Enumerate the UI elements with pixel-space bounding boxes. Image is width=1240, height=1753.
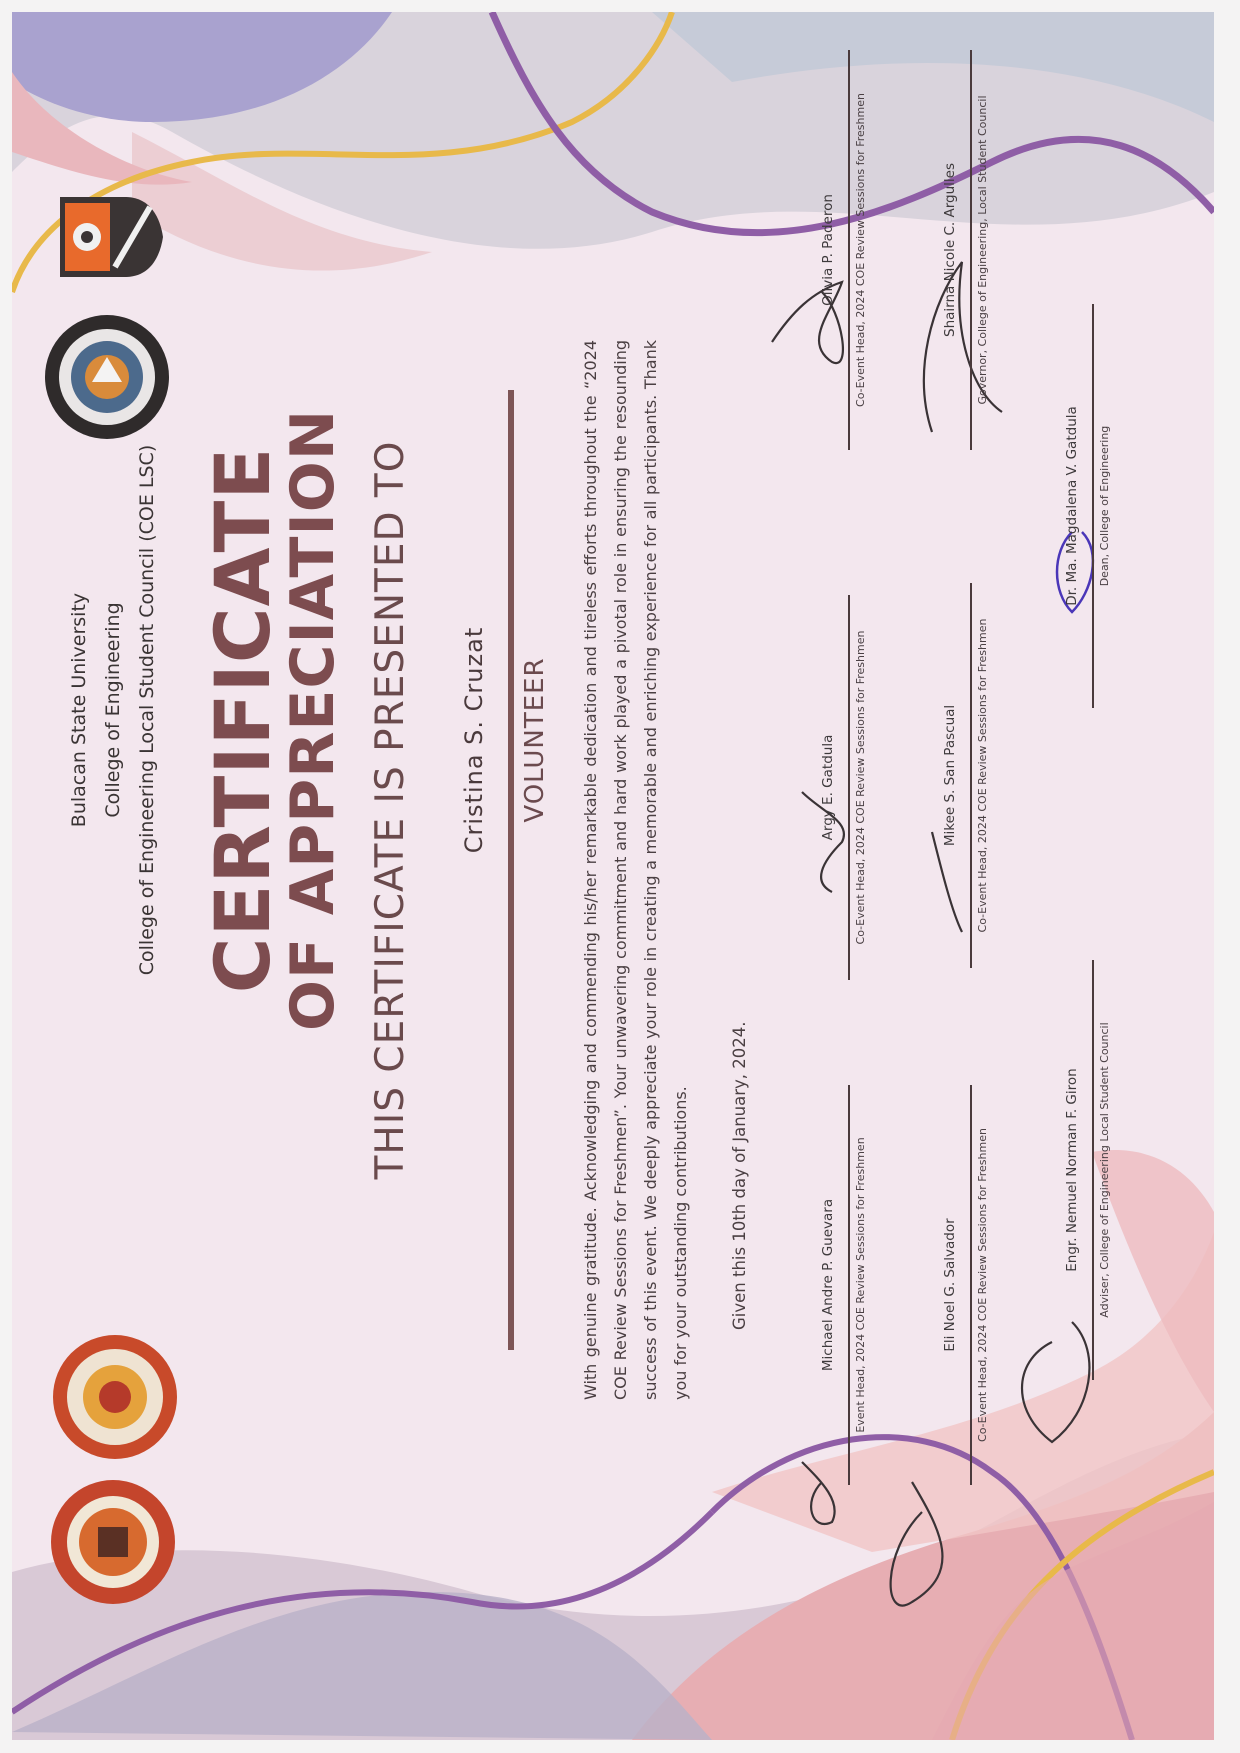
college-name: College of Engineering <box>102 602 124 818</box>
signature-line-argulles <box>970 50 972 450</box>
signatory-role-giron: Adviser, College of Engineering Local Student Council <box>1098 1022 1111 1318</box>
signatory-role-argulles: Governor, College of Engineering, Local Student Council <box>976 95 989 405</box>
presented-to-heading: THIS CERTIFICATE IS PRESENTED TO <box>368 440 413 1180</box>
signatory-name-argulles: Shairna Nicole C. Argulles <box>942 163 958 337</box>
given-date: Given this 10th day of January, 2024. <box>730 1021 749 1330</box>
signatory-role-san-pascual: Co-Event Head, 2024 COE Review Sessions for Freshmen <box>976 618 989 933</box>
signatory-name-gatdula-argy: Argy E. Gatdula <box>820 734 836 841</box>
signature-line-gatdula-argy <box>848 595 850 980</box>
signatory-role-salvador: Co-Event Head, 2024 COE Review Sessions for Freshmen <box>976 1128 989 1442</box>
organization-header <box>62 360 164 1060</box>
signatory-name-paderon: Olivia P. Paderon <box>820 194 836 306</box>
appreciation-body: With genuine gratitude. Acknowledging and commending his/her remarkable dedication and tireless efforts throughout the “2024 COE Review Sessions for Freshmen”. Your unwavering commitment and hard work played a pivotal role in ensuring the resounding success of this event. We deeply appreciate your role in creating a memorable and enriching experience for all participants. Thank you for your outstanding contributions. <box>581 340 690 1400</box>
signature-line-magdalena-gatdula <box>1092 304 1094 708</box>
signatory-role-magdalena-gatdula: Dean, College of Engineering <box>1098 425 1111 587</box>
signatory-role-gatdula-argy: Co-Event Head, 2024 COE Review Sessions for Freshmen <box>854 630 867 945</box>
signatory-name-giron: Engr. Nemuel Norman F. Giron <box>1064 1068 1080 1272</box>
council-name: College of Engineering Local Student Council (COE LSC) <box>136 444 158 976</box>
recipient-role: VOLUNTEER <box>520 657 550 823</box>
signatory-name-magdalena-gatdula: Dr. Ma. Magdalena V. Gatdula <box>1064 406 1080 606</box>
signature-line-paderon <box>848 50 850 450</box>
certificate-page <box>12 12 1214 1740</box>
signature-line-salvador <box>970 1085 972 1485</box>
name-divider <box>508 390 514 1350</box>
signatory-name-san-pascual: Mikee S. San Pascual <box>942 704 958 847</box>
university-name: Bulacan State University <box>68 592 90 828</box>
signatory-role-guevara: Event Head, 2024 COE Review Sessions for Freshmen <box>854 1137 867 1433</box>
signature-line-san-pascual <box>970 583 972 968</box>
certificate-content <box>12 12 1214 1740</box>
signature-line-giron <box>1092 960 1094 1380</box>
certificate-title <box>198 280 348 1160</box>
title-line-2: OF APPRECIATION <box>278 408 348 1032</box>
signature-line-guevara <box>848 1085 850 1485</box>
recipient-name: Cristina S. Cruzat <box>460 626 488 854</box>
signatory-name-salvador: Eli Noel G. Salvador <box>942 1218 958 1352</box>
title-line-1: CERTIFICATE <box>198 446 287 994</box>
signatory-role-paderon: Co-Event Head, 2024 COE Review Sessions for Freshmen <box>854 93 867 407</box>
signatory-name-guevara: Michael Andre P. Guevara <box>820 1198 836 1372</box>
